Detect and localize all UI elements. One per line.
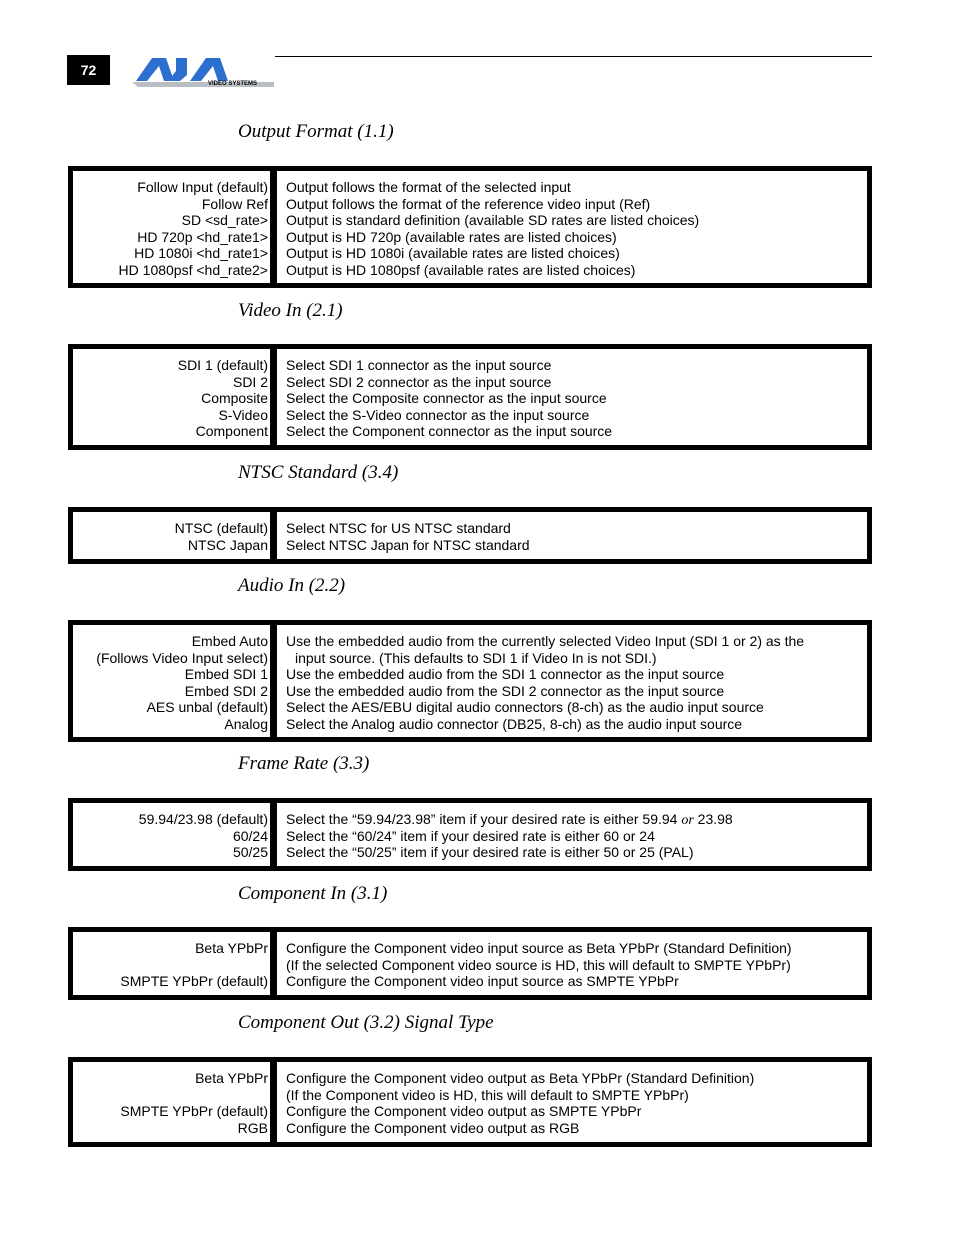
table-component-in xyxy=(68,927,872,1000)
option-label: AES unbal (default) xyxy=(146,699,268,715)
option-label: SMPTE YPbPr (default) xyxy=(120,973,268,989)
option-label: 60/24 xyxy=(232,827,268,844)
option-label: Beta YPbPr xyxy=(195,940,268,956)
section-heading-component-in: Component In (3.1) xyxy=(238,883,388,904)
option-label: RGB xyxy=(237,1119,268,1136)
section-heading-frame-rate: Frame Rate (3.3) xyxy=(238,753,370,774)
option-description: Select SDI 2 connector as the input source xyxy=(286,373,552,390)
svg-text:VIDEO SYSTEMS: VIDEO SYSTEMS xyxy=(208,81,258,87)
option-description: Use the embedded audio from the currently selected Video Input (SDI 1 or 2) as the xyxy=(286,633,805,649)
option-label: NTSC Japan xyxy=(187,536,268,553)
option-description: Select the Composite connector as the input source xyxy=(286,390,607,406)
option-label: SMPTE YPbPr (default) xyxy=(120,1103,268,1119)
option-description: Use the embedded audio from the SDI 1 connector as the input source xyxy=(286,666,725,682)
option-description: Select the Analog audio connector (DB25, 8-ch) as the audio input source xyxy=(286,715,743,732)
description-column xyxy=(277,349,867,445)
option-label: Follow Ref xyxy=(201,195,268,212)
option-label: SDI 1 (default) xyxy=(177,357,268,373)
section-heading-component-out: Component Out (3.2) Signal Type xyxy=(238,1012,494,1033)
option-label: NTSC (default) xyxy=(174,520,268,536)
option-label: Embed Auto xyxy=(191,633,268,649)
option-description: Select the “50/25” item if your desired rate is either 50 or 25 (PAL) xyxy=(286,844,694,860)
option-description xyxy=(286,811,867,828)
option-description: Select NTSC for US NTSC standard xyxy=(286,520,511,536)
option-label: Beta YPbPr xyxy=(195,1070,268,1086)
option-description: Select the “60/24” item if your desired rate is either 60 or 24 xyxy=(286,827,655,844)
description-column xyxy=(277,171,867,283)
option-label xyxy=(73,957,268,974)
table-audio-in xyxy=(68,620,872,742)
option-column xyxy=(73,625,277,737)
option-column xyxy=(73,349,277,445)
option-label: Embed SDI 2 xyxy=(184,682,268,699)
table-ntsc-standard xyxy=(68,507,872,564)
option-label: HD 720p <hd_rate1> xyxy=(137,228,268,245)
option-label: Composite xyxy=(201,390,268,406)
option-label: HD 1080psf <hd_rate2> xyxy=(118,261,268,278)
option-label: Embed SDI 1 xyxy=(184,666,268,682)
option-description: Select the Component connector as the input source xyxy=(286,423,613,439)
option-description: Configure the Component video input source as SMPTE YPbPr xyxy=(286,973,679,989)
option-description: Select the S-Video connector as the input source xyxy=(286,406,590,423)
description-column xyxy=(277,625,867,737)
table-output-format xyxy=(68,166,872,288)
option-label: Component xyxy=(195,423,268,439)
option-description: Select NTSC Japan for NTSC standard xyxy=(286,536,530,553)
option-description: Configure the Component video output as SMPTE YPbPr xyxy=(286,1103,642,1119)
option-description: (If the Component video is HD, this will default to SMPTE YPbPr) xyxy=(286,1086,689,1103)
section-heading-ntsc-standard: NTSC Standard (3.4) xyxy=(238,462,399,483)
option-description: Output follows the format of the reference video input (Ref) xyxy=(286,195,651,212)
option-column xyxy=(73,803,277,866)
section-heading-audio-in: Audio In (2.2) xyxy=(238,575,346,596)
option-description: Output is HD 1080psf (available rates are listed choices) xyxy=(286,261,636,278)
option-description: Use the embedded audio from the SDI 2 connector as the input source xyxy=(286,682,725,699)
option-label: 59.94/23.98 (default) xyxy=(138,811,268,827)
description-text: 23.98 xyxy=(693,811,733,827)
option-description: Select the AES/EBU digital audio connectors (8-ch) as the audio input source xyxy=(286,699,764,715)
option-description: Output is HD 1080i (available rates are listed choices) xyxy=(286,245,620,261)
description-column xyxy=(277,512,867,559)
section-heading-output-format: Output Format (1.1) xyxy=(238,121,394,142)
header-rule xyxy=(275,56,872,57)
option-label: S-Video xyxy=(218,406,268,423)
option-description: Output is HD 720p (available rates are listed choices) xyxy=(286,228,617,245)
option-description: Output is standard definition (available SD rates are listed choices) xyxy=(286,212,700,228)
emphasis-or: or xyxy=(681,813,694,828)
option-column xyxy=(73,932,277,995)
option-label xyxy=(73,1087,268,1104)
description-column xyxy=(277,932,867,995)
table-component-out xyxy=(68,1057,872,1147)
option-label: 50/25 xyxy=(232,844,268,860)
option-label: SD <sd_rate> xyxy=(181,212,268,228)
option-description: Configure the Component video input source as Beta YPbPr (Standard Definition) xyxy=(286,940,792,956)
option-column xyxy=(73,1062,277,1142)
table-video-in xyxy=(68,344,872,450)
option-description: (If the selected Component video source is HD, this will default to SMPTE YPbPr) xyxy=(286,956,791,973)
option-description: Configure the Component video output as Beta YPbPr (Standard Definition) xyxy=(286,1070,755,1086)
option-description: Select SDI 1 connector as the input source xyxy=(286,357,552,373)
option-label: SDI 2 xyxy=(232,373,268,390)
description-column xyxy=(277,1062,867,1142)
option-label: Analog xyxy=(224,715,268,732)
page-number: 72 xyxy=(67,55,110,85)
option-label: Follow Input (default) xyxy=(137,179,268,195)
option-description: input source. (This defaults to SDI 1 if Video In is not SDI.) xyxy=(295,649,657,666)
option-label: (Follows Video Input select) xyxy=(96,649,268,666)
option-column xyxy=(73,171,277,283)
description-text: Select the “59.94/23.98” item if your desired rate is either 59.94 xyxy=(286,811,682,827)
option-label: HD 1080i <hd_rate1> xyxy=(134,245,268,261)
table-frame-rate xyxy=(68,798,872,871)
section-heading-video-in: Video In (2.1) xyxy=(238,300,343,321)
description-column xyxy=(277,803,867,866)
aja-logo xyxy=(128,54,276,90)
option-description: Configure the Component video output as RGB xyxy=(286,1119,580,1136)
option-column xyxy=(73,512,277,559)
option-description: Output follows the format of the selected input xyxy=(286,179,571,195)
